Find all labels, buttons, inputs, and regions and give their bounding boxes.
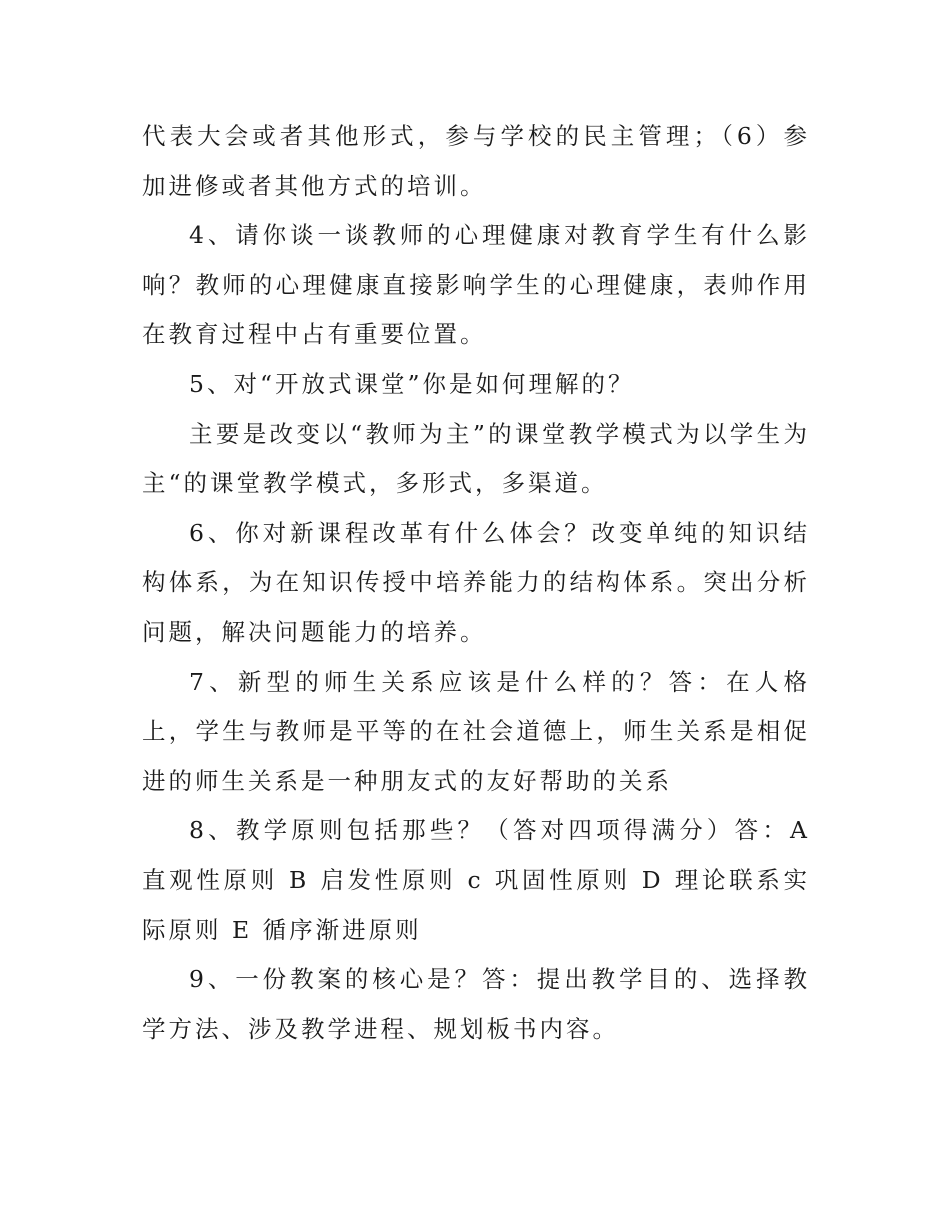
document-body [142, 112, 810, 1054]
paragraph-question-8: 8、教学原则包括那些？（答对四项得满分）答：A 直观性原则 B 启发性原则 c 巩固性原则 D 理论联系实际原则 E 循序渐进原则 [142, 816, 810, 944]
paragraph-question-9: 9、一份教案的核心是？答：提出教学目的、选择教学方法、涉及教学进程、规划板书内容。 [142, 965, 810, 1043]
paragraph-answer-5: 主要是改变以“教师为主”的课堂教学模式为以学生为主“的课堂教学模式，多形式，多渠道。 [142, 419, 810, 498]
paragraph-question-5: 5、对“开放式课堂”你是如何理解的？ [189, 369, 635, 398]
paragraph-question-4: 4、请你谈一谈教师的心理健康对教育学生有什么影响？教师的心理健康直接影响学生的心理健康，表帅作用在教育过程中占有重要位置。 [142, 221, 810, 349]
paragraph-question-7: 7、新型的师生关系应该是什么样的？答：在人格上，学生与教师是平等的在社会道德上，师生关系是相促进的师生关系是一种朋友式的友好帮助的关系 [142, 667, 810, 795]
paragraph-continuation: 代表大会或者其他形式，参与学校的民主管理；（6）参加进修或者其他方式的培训。 [142, 122, 810, 200]
paragraph-question-6: 6、你对新课程改革有什么体会？改变单纯的知识结构体系，为在知识传授中培养能力的结构体系。突出分析问题，解决问题能力的培养。 [142, 518, 810, 646]
